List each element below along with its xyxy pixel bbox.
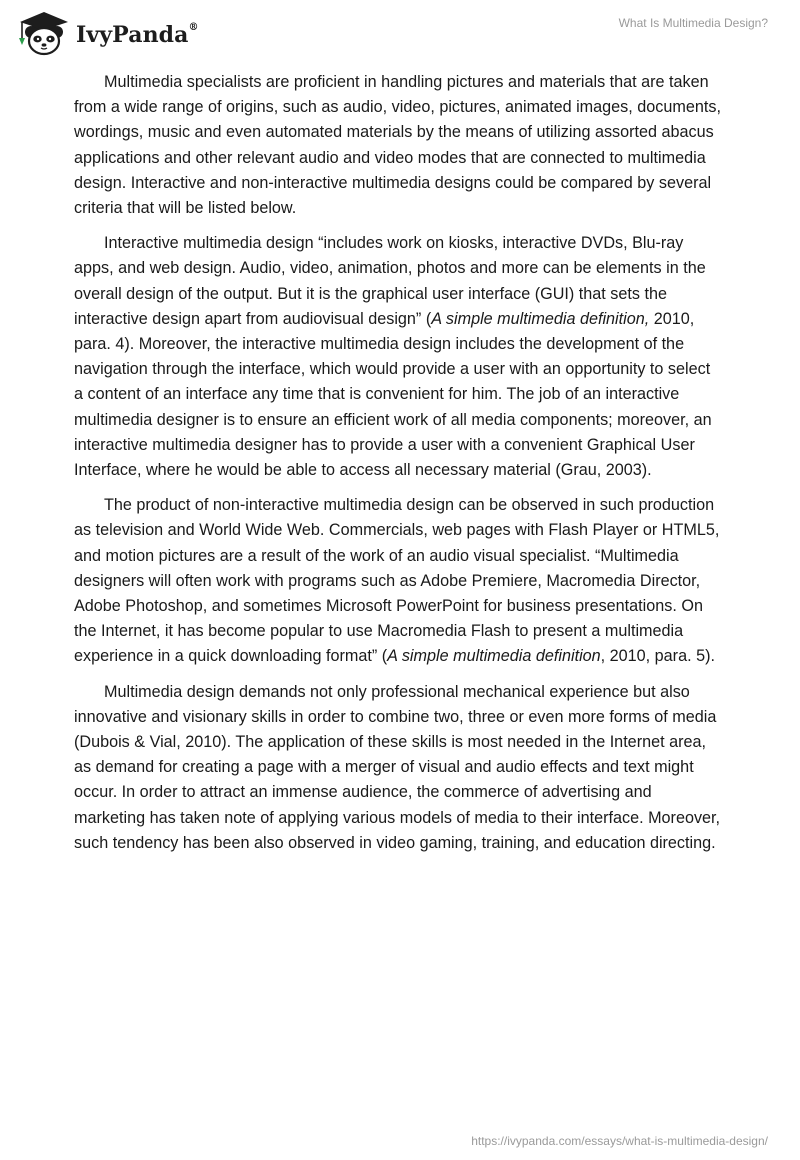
brand-logo[interactable] [14,8,199,58]
document-title: What Is Multimedia Design? [618,16,768,30]
essay-body [74,70,722,866]
registered-mark: ® [188,21,199,33]
paragraph [74,70,722,221]
citation-title: A simple multimedia definition [387,647,601,666]
paragraph [74,680,722,856]
paragraph-text: Multimedia specialists are proficient in handling pictures and materials that are taken from a wide range of origins, such as audio, video, pictures, animated images, documents, wordings, music and even automated materials by the means of utilizing assorted abacus applications and other relevant audio and video modes that are connected to multimedia design. Interactive and non-interactive multimedia designs could be compared by several criteria that will be listed below. [74,73,721,218]
brand-name [76,22,199,48]
paragraph [74,493,722,669]
brand-name-text: IvyPanda [76,22,189,48]
paragraph-text: Multimedia design demands not only professional mechanical experience but also innovative and visionary skills in order to combine two, three or even more forms of media (Dubois & Vial, 2010). The application of these skills is most needed in the Internet area, as demand for creating a page with a merger of visual and audio effects and text might occur. In order to attract an immense audience, the commerce of advertising and marketing has taken note of applying various models of media to their interface. Moreover, such tendency has been also observed in video gaming, training, and education directing. [74,682,721,852]
citation-title: A simple multimedia definition, [431,309,650,328]
paragraph [74,231,722,483]
paragraph-text: The product of non-interactive multimedia design can be observed in such production as television and World Wide Web. Commercials, web pages with Flash Player or HTML5, and motion pictures are a result of the work of an audio visual specialist. “Multimedia designers will often work with programs such as Adobe Premiere, Macromedia Director, Adobe Photoshop, and sometimes Microsoft PowerPoint for business presentations. On the Internet, it has become popular to use Macromedia Flash to present a multimedia experience in a quick downloading format” ( [74,496,720,666]
panda-graduation-cap-icon [14,8,72,58]
paragraph-text: Interactive multimedia design “includes work on kiosks, interactive DVDs, Blu-ray apps, and web design. Audio, video, animation, photos and more can be elements in the overall design of the output. But it is the graphical user interface (GUI) that sets the interactive design apart from audiovisual design” ( [74,234,706,328]
paragraph-text: 2010, para. 4). Moreover, the interactive multimedia design includes the development of the navigation through the interface, which would provide a user with an opportunity to select a content of an interface any time that is convenient for him. The job of an interactive multimedia designer is to ensure an efficient work of all media components; moreover, an interactive multimedia designer has to provide a user with a convenient Graphical User Interface, where he would be able to access all necessary material (Grau, 2003). [74,309,712,480]
paragraph-text: , 2010, para. 5). [600,647,715,666]
source-url[interactable]: https://ivypanda.com/essays/what-is-multimedia-design/ [471,1134,768,1148]
page-header [0,0,800,70]
